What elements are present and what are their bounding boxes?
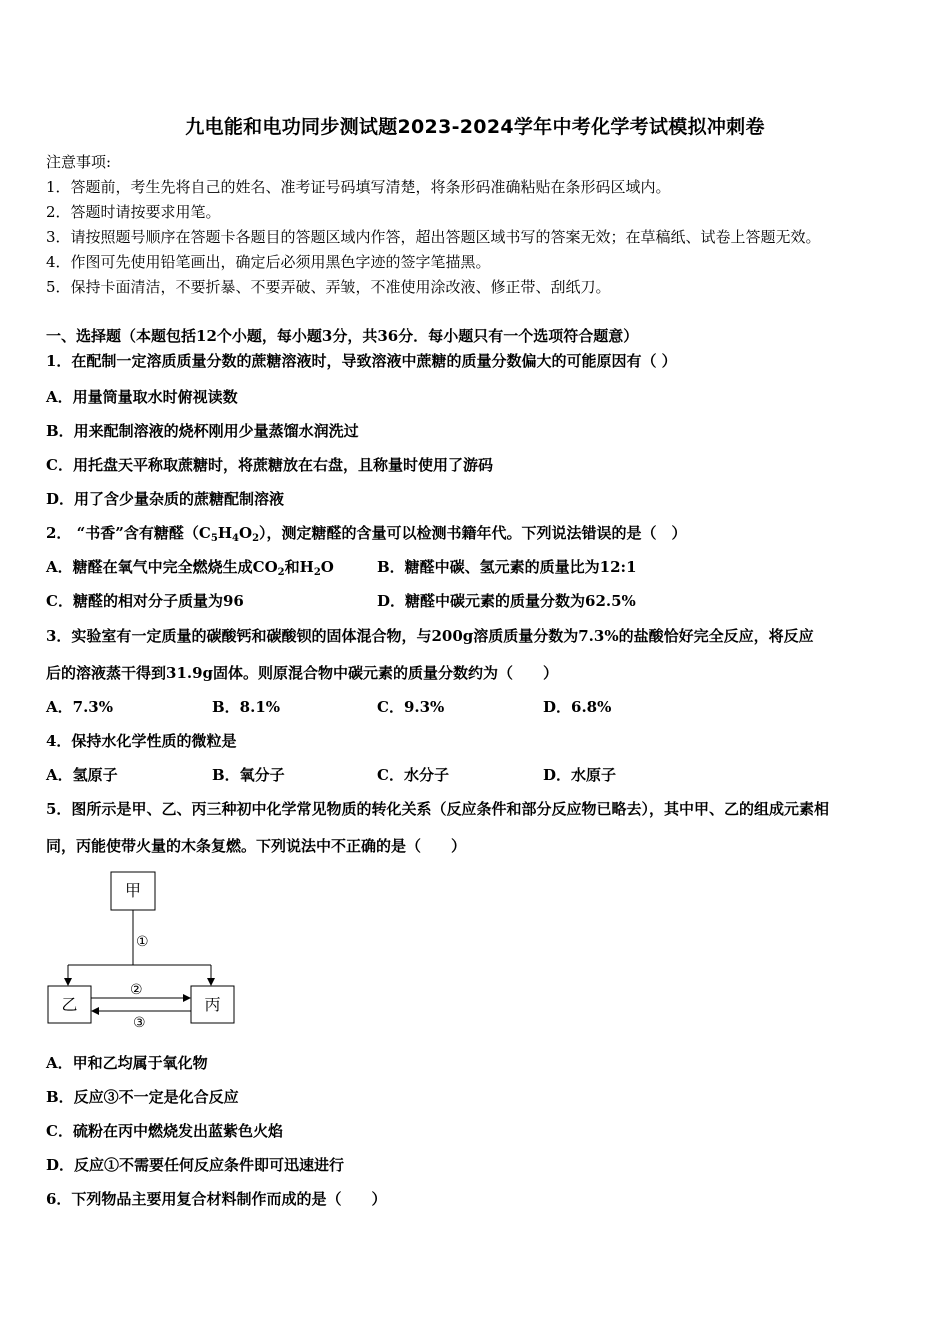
section-heading: 一、选择题（本题包括12个小题，每小题3分，共36分．每小题只有一个选项符合题意） (46, 327, 639, 345)
question-3-stem: 3．实验室有一定质量的碳酸钙和碳酸钡的固体混合物，与200g溶质质量分数为7.3%的盐酸恰好完全反应，将反应 (46, 627, 814, 645)
question-4-stem: 4．保持水化学性质的微粒是 (46, 732, 237, 750)
question-1-option-a: A．用量筒量取水时俯视读数 (46, 388, 238, 406)
question-2-option-a (46, 557, 334, 577)
question-3-option-a: A．7.3% (46, 698, 113, 716)
question-1-stem: 1．在配制一定溶质质量分数的蔗糖溶液时，导致溶液中蔗糖的质量分数偏大的可能原因有（ ） (46, 352, 677, 370)
notes-item: 5．保持卡面清洁，不要折暴、不要弄破、弄皱，不准使用涂改液、修正带、刮纸刀。 (46, 278, 611, 296)
subscript: 4 (232, 533, 239, 544)
stem-text: 2． “书香”含有糖醛（C (46, 524, 211, 542)
subscript: 5 (210, 533, 218, 544)
reaction-2-label: ② (130, 982, 143, 998)
label-jia: 甲 (124, 881, 141, 900)
question-5-option-a: A．甲和乙均属于氧化物 (46, 1054, 208, 1072)
question-1-option-b: B．用来配制溶液的烧杯刚用少量蒸馏水润洗过 (46, 422, 359, 440)
question-3-option-b: B．8.1% (212, 698, 281, 716)
option-text: 和H (284, 558, 314, 576)
question-6-stem: 6．下列物品主要用复合材料制作而成的是（ ） (46, 1190, 387, 1208)
question-3-option-c: C．9.3% (377, 698, 445, 716)
conversion-diagram (40, 868, 250, 1038)
stem-text: ），测定糖醛的含量可以检测书籍年代。下列说法错误的是（ ） (259, 524, 687, 542)
question-5-option-b: B．反应③不一定是化合反应 (46, 1088, 239, 1106)
question-5-stem: 同，丙能使带火量的木条复燃。下列说法中不正确的是（ ） (46, 837, 467, 855)
question-1-option-d: D．用了含少量杂质的蔗糖配制溶液 (46, 490, 285, 508)
label-yi: 乙 (61, 995, 78, 1014)
reaction-3-label: ③ (133, 1015, 146, 1031)
question-4-option-b: B．氧分子 (212, 766, 285, 784)
subscript: 2 (252, 533, 260, 544)
notes-item: 1．答题前，考生先将自己的姓名、准考证号码填写清楚，将条形码准确粘贴在条形码区域内。 (46, 178, 671, 196)
page-title: 九电能和电功同步测试题2023-2024学年中考化学考试模拟冲刺卷 (185, 116, 765, 138)
question-4-option-a: A．氢原子 (46, 766, 118, 784)
question-5-option-d: D．反应①不需要任何反应条件即可迅速进行 (46, 1156, 345, 1174)
notes-item: 3．请按照题号顺序在答题卡各题目的答题区域内作答，超出答题区域书写的答案无效；在草稿纸、试卷上答题无效。 (46, 228, 821, 246)
question-2-option-b: B．糖醛中碳、氢元素的质量比为12:1 (377, 558, 637, 576)
question-5-stem: 5．图所示是甲、乙、丙三种初中化学常见物质的转化关系（反应条件和部分反应物已略去），其中甲、乙的组成元素相 (46, 800, 829, 818)
reaction-1-label: ① (136, 934, 149, 950)
option-text: A．糖醛在氧气中完全燃烧生成CO (46, 558, 278, 576)
question-5-option-c: C．硫粉在丙中燃烧发出蓝紫色火焰 (46, 1122, 283, 1140)
question-2-stem (46, 523, 687, 543)
notes-heading: 注意事项: (46, 153, 112, 171)
stem-text: O (238, 524, 253, 542)
subscript: 2 (277, 567, 285, 578)
label-bing: 丙 (204, 995, 221, 1014)
notes-item: 4．作图可先使用铅笔画出，确定后必须用黑色字迹的签字笔描黑。 (46, 253, 491, 271)
question-1-option-c: C．用托盘天平称取蔗糖时，将蔗糖放在右盘，且称量时使用了游码 (46, 456, 493, 474)
notes-item: 2．答题时请按要求用笔。 (46, 203, 221, 221)
subscript: 2 (313, 567, 321, 578)
option-text: O (320, 558, 334, 576)
stem-text: H (217, 524, 233, 542)
question-2-option-d: D．糖醛中碳元素的质量分数为62.5% (377, 592, 636, 610)
question-4-option-c: C．水分子 (377, 766, 449, 784)
question-3-option-d: D．6.8% (543, 698, 612, 716)
question-2-option-c: C．糖醛的相对分子质量为96 (46, 592, 244, 610)
question-3-stem: 后的溶液蒸干得到31.9g固体。则原混合物中碳元素的质量分数约为（ ） (46, 664, 559, 682)
question-4-option-d: D．水原子 (543, 766, 617, 784)
